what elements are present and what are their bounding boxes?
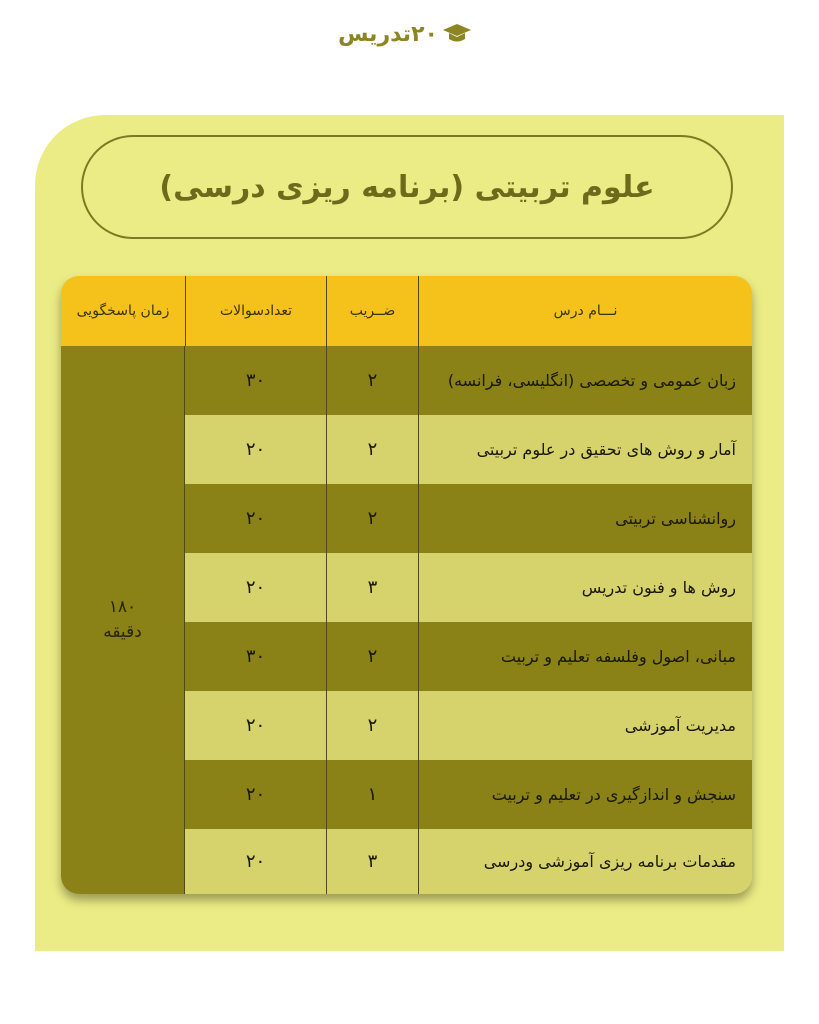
table-row xyxy=(185,760,752,829)
course-coefficient: ۲ xyxy=(326,415,418,484)
course-name: مقدمات برنامه ریزی آموزشی ودرسی xyxy=(418,829,752,894)
course-name: روش ها و فنون تدریس xyxy=(418,553,752,622)
table-row xyxy=(185,346,752,415)
course-question-count: ۳۰ xyxy=(245,370,266,391)
course-question-count: ۲۰ xyxy=(245,851,266,872)
title-pill xyxy=(81,135,733,239)
table-row xyxy=(185,553,752,622)
course-question-count: ۳۰ xyxy=(245,646,266,667)
table-row xyxy=(185,622,752,691)
time-value: ۱۸۰ xyxy=(108,596,137,617)
table-row xyxy=(185,691,752,760)
logo xyxy=(330,14,480,54)
page-title: علوم تربیتی (برنامه ریزی درسی) xyxy=(159,169,655,205)
course-name: سنجش و اندازگیری در تعلیم و تربیت xyxy=(418,760,752,829)
course-question-count: ۲۰ xyxy=(245,784,266,805)
table-row xyxy=(185,415,752,484)
course-name: مدیریت آموزشی xyxy=(418,691,752,760)
graduation-cap-icon xyxy=(442,22,472,46)
course-question-count: ۲۰ xyxy=(245,439,266,460)
course-name: زبان عمومی و تخصصی (انگلیسی، فرانسه) xyxy=(418,346,752,415)
course-coefficient: ۳ xyxy=(326,829,418,894)
response-time-cell xyxy=(61,346,185,894)
table-row xyxy=(185,484,752,553)
exam-table xyxy=(61,276,752,894)
course-coefficient: ۱ xyxy=(326,760,418,829)
course-name: روانشناسی تربیتی xyxy=(418,484,752,553)
course-name: مبانی، اصول وفلسفه تعلیم و تربیت xyxy=(418,622,752,691)
table-row xyxy=(185,829,752,894)
time-unit: دقیقه xyxy=(103,622,142,642)
logo-text: ۲۰تدریس xyxy=(338,21,438,47)
header-question-count: تعدادسوالات xyxy=(185,276,326,346)
header-coefficient: ضــریب xyxy=(326,276,418,346)
content-card xyxy=(35,115,784,951)
course-question-count: ۲۰ xyxy=(245,577,266,598)
header-response-time: زمان پاسخگویی xyxy=(76,303,170,319)
course-coefficient: ۲ xyxy=(326,622,418,691)
course-name: آمار و روش های تحقیق در علوم تربیتی xyxy=(418,415,752,484)
course-coefficient: ۲ xyxy=(326,691,418,760)
course-coefficient: ۳ xyxy=(326,553,418,622)
course-question-count: ۲۰ xyxy=(245,715,266,736)
course-coefficient: ۲ xyxy=(326,484,418,553)
table-header xyxy=(61,276,752,346)
header-course-name: نـــام درس xyxy=(418,276,752,346)
course-question-count: ۲۰ xyxy=(245,508,266,529)
course-coefficient: ۲ xyxy=(326,346,418,415)
